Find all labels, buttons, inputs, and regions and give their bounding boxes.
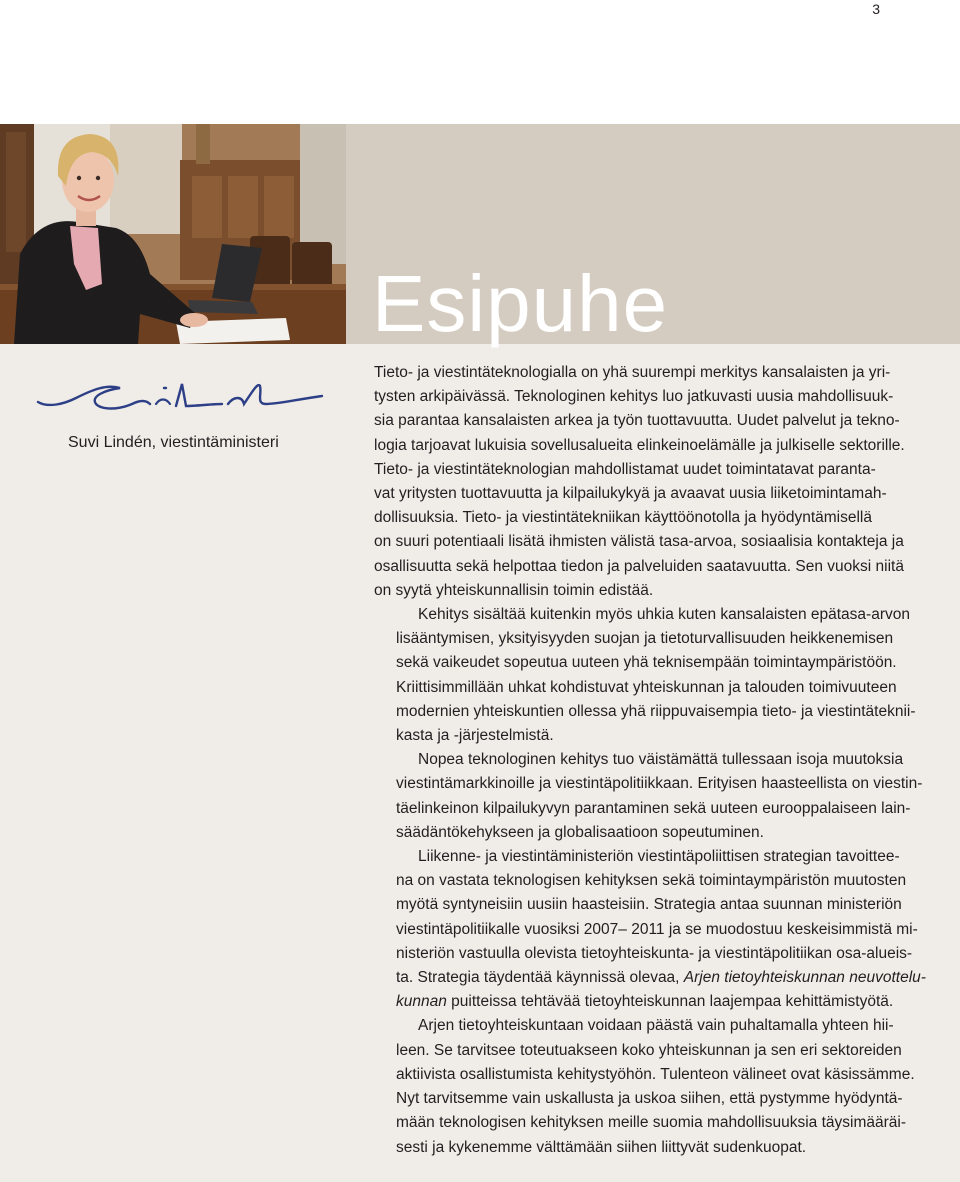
text-line: on syytä yhteiskunnallisin toimin edistää.: [374, 581, 654, 599]
text-segment: puitteissa tehtävää tietoyhteiskunnan laajempaa kehittämistyötä.: [446, 993, 894, 1011]
text-line: mään teknologisen kehityksen meille suomia mahdollisuuksia täysimääräi-: [396, 1114, 907, 1132]
text-line: nisteriön vastuulla olevista tietoyhteiskunta- ja viestintäpolitiikan osa-alueis-: [396, 944, 913, 962]
text-line: on suuri potentiaali lisätä ihmisten välistä tasa-arvoa, sosiaalisia kontakteja ja: [374, 533, 904, 551]
text-segment: ta. Strategia täydentää käynnissä olevaa,: [396, 969, 684, 987]
text-line: myötä syntyneisiin uusiin haasteisiin. Strategia antaa suunnan ministeriön: [396, 896, 902, 914]
page-number: 3: [872, 1, 880, 17]
text-line: lisääntymisen, yksityisyyden suojan ja tietoturvallisuuden heikkenemisen: [396, 630, 894, 648]
text-line: vat yritysten tuottavuutta ja kilpailukykyä ja avaavat uusia liiketoimintamah-: [374, 485, 887, 503]
italic-title: Arjen tietoyhteiskunnan neuvottelu-: [683, 969, 926, 987]
text-line: [374, 966, 926, 990]
text-line: sia parantaa kansalaisten arkea ja työn tuottavuutta. Uudet palvelut ja tekno-: [374, 412, 900, 430]
italic-title: kunnan: [396, 993, 447, 1011]
text-line: Arjen tietoyhteiskuntaan voidaan päästä vain puhaltamalla yhteen hii-: [418, 1017, 894, 1035]
text-line: viestintäpolitiikalle vuosiksi 2007– 2011 ja se muodostuu keskeisimmistä mi-: [396, 920, 918, 938]
text-line: säädäntökehykseen ja globalisaatioon sopeutuminen.: [396, 823, 764, 841]
text-line: osallisuutta sekä helpottaa tiedon ja palveluiden saatavuutta. Sen vuoksi niitä: [374, 557, 904, 575]
text-line: Kriittisimmillään uhkat kohdistuvat yhteiskunnan ja talouden toimivuuteen: [396, 678, 897, 696]
text-line: modernien yhteiskuntien ollessa yhä riippuvaisempia tieto- ja viestintäteknii-: [396, 702, 916, 720]
text-line: [374, 990, 914, 1014]
portrait-photo: [0, 124, 346, 344]
photo-caption: Suvi Lindén, viestintäministeri: [68, 434, 279, 451]
text-line: viestintämarkkinoille ja viestintäpolitiikkaan. Erityisen haasteellista on viestin-: [396, 775, 923, 793]
text-line: täelinkeinon kilpailukyvyn parantaminen sekä uuteen eurooppalaiseen lain-: [396, 799, 911, 817]
page-title: Esipuhe: [372, 259, 669, 348]
paragraph: [374, 748, 923, 845]
text-line: sesti ja kykenemme välttämään siihen liittyvät sudenkuopat.: [396, 1138, 807, 1156]
text-line: Nyt tarvitsemme vain uskallusta ja uskoa siihen, että pystymme hyödyntä-: [396, 1090, 903, 1108]
text-line: kasta ja -järjestelmistä.: [396, 727, 554, 745]
text-line: dollisuuksia. Tieto- ja viestintätekniikan käyttöönotolla ja hyödyntämisellä: [374, 509, 872, 527]
paragraph: [374, 1014, 914, 1159]
foreword-body: [374, 361, 926, 1160]
text-line: tysten arkipäivässä. Teknologinen kehitys luo jatkuvasti uusia mahdollisuuk-: [374, 388, 894, 406]
text-line: leen. Se tarvitsee toteutuakseen koko yhteiskunnan ja sen eri sektoreiden: [396, 1041, 902, 1059]
text-line: Nopea teknologinen kehitys tuo väistämättä tullessaan isoja muutoksia: [418, 751, 904, 769]
paragraph: [374, 603, 914, 748]
text-line: aktiivista osallistumista kehitystyöhön. Tulenteon välineet ovat käsissämme.: [396, 1065, 915, 1083]
paragraph: [374, 361, 914, 603]
text-line: Liikenne- ja viestintäministeriön viestintäpoliittisen strategian tavoittee-: [418, 848, 900, 866]
text-line: Tieto- ja viestintäteknologian mahdollistamat uudet toimintatavat paranta-: [374, 460, 876, 478]
text-line: na on vastata teknologisen kehityksen sekä toimintaympäristön muutosten: [396, 872, 907, 890]
signature-image: [36, 374, 326, 422]
text-line: Kehitys sisältää kuitenkin myös uhkia kuten kansalaisten epätasa-arvon: [418, 606, 910, 624]
text-line: sekä vaikeudet sopeutua uuteen yhä teknisempään toimintaympäristöön.: [396, 654, 897, 672]
paragraph: [374, 845, 926, 1014]
text-line: Tieto- ja viestintäteknologialla on yhä suurempi merkitys kansalaisten ja yri-: [374, 364, 891, 381]
text-line: logia tarjoavat lukuisia sovellusalueita elinkeinoelämälle ja julkiselle sektorille.: [374, 436, 905, 454]
